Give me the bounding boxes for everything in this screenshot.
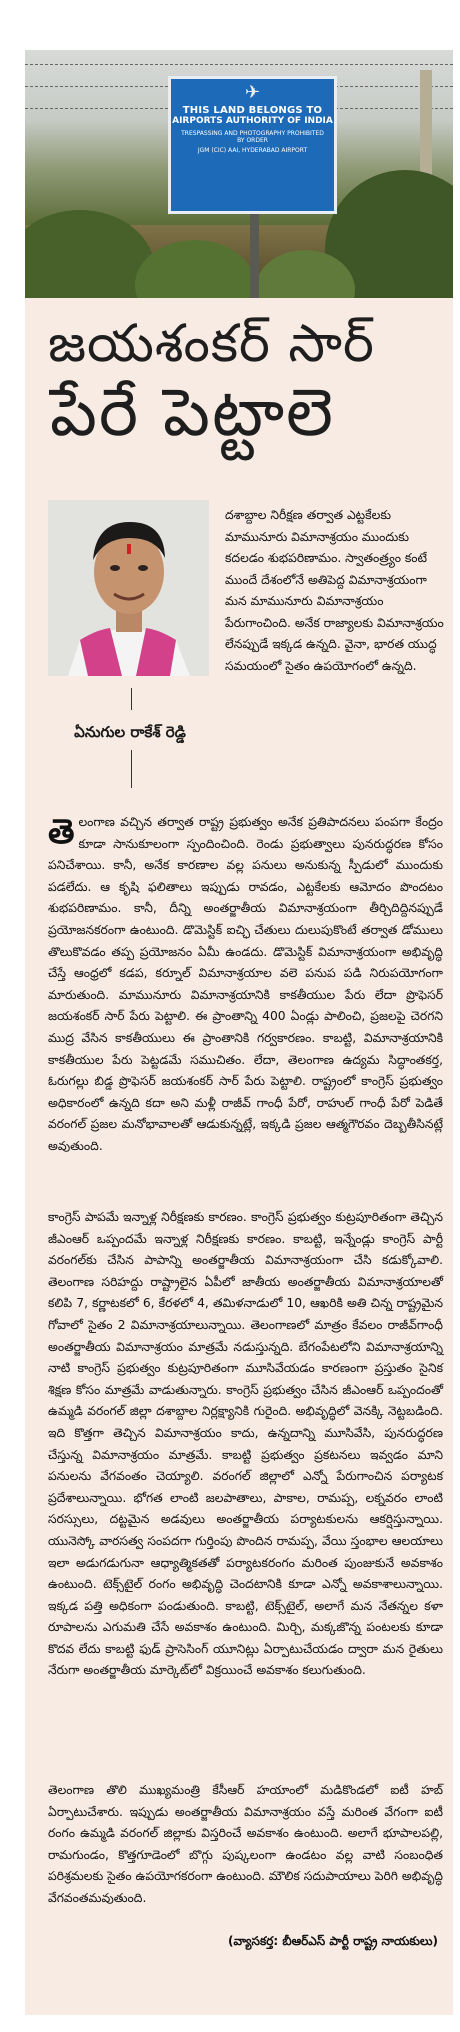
intro-paragraph: దశాబ్దాల నిరీక్షణ తర్వాత ఎట్టకేలకు మామునూరు విమానాశ్రయం ముందుకు కదలడం శుభపరిణామం. స్వాతంత్ర్యం కంటే ముందే దేశంలోనే అతిపెద్ద విమానాశ్రయంగా మన మామునూరు విమానాశ్రయం పేరుగాంచింది. అనేక రాజ్యాలకు విమానాశ్రయం లేనప్పుడే ఇక్కడ ఉన్నది. వైనా, భారత యుద్ధ సమయంలో సైతం ఉపయోగంలో ఉన్నది. [225, 508, 444, 673]
sign-line-3: TRESPASSING AND PHOTOGRAPHY PROHIBITED BY ORDER [181, 130, 324, 144]
author-divider-bottom [131, 750, 132, 788]
author-name: ఏనుగుల రాకేశ్ రెడ్డి [74, 723, 186, 741]
airport-land-photo [25, 50, 453, 298]
sign-line-1: THIS LAND BELONGS TO [182, 105, 323, 116]
article-headline [30, 314, 450, 452]
aai-logo-icon: ✈ [244, 82, 261, 103]
author-photo-image [48, 500, 209, 676]
article-paragraph-2 [48, 1207, 443, 1682]
paragraph-text: కాంగ్రెస్ పాపమే ఇన్నాళ్ల నిరీక్షణకు కారణం. కాంగ్రెస్ ప్రభుత్వం కుట్రపూరితంగా తెచ్చిన జీఎంఆర్ ఒప్పందమే ఇన్నాళ్ల నిరీక్షణకు కారణం. కాబట్టి, ఇన్నేండ్లు కాంగ్రెస్ పార్టీ వరంగల్‌కు చేసిన పాపాన్ని అంతర్జాతీయ విమానాశ్రయంగా చేసి కడుక్కోవాలి. తెలంగాణ సరిహద్దు రాష్ట్రాలైన ఏపీలో జాతీయ అంతర్జాతీయ విమానాశ్రయాలతో కలిపి 7, కర్ణాటకలో 6, కేరళలో 4, తమిళనాడులో 10, ఆఖరికి అతి చిన్న రాష్ట్రమైన గోవాలో సైతం 2 విమానాశ్రయాలున్నాయి. తెలంగాణలో మాత్రం కేవలం రాజీవ్‌గాంధీ అంతర్జాతీయ విమానాశ్రయం మాత్రమే నడుస్తున్నది. బేగంపేటలోని విమానాశ్రయాన్ని నాటి కాంగ్రెస్ ప్రభుత్వం కుట్రపూరితంగా మూసివేయడం కారణంగా ప్రస్తుతం సైనిక శిక్షణ కోసం మాత్రమే వాడుతున్నారు. కాంగ్రెస్ ప్రభుత్వం చేసిన జీఎంఆర్ ఒప్పందంతో ఉమ్మడి వరంగల్ జిల్లా దశాబ్దాల నిర్లక్ష్యానికి గురైంది. అభివృద్ధిలో వెనక్కి నెట్టబడింది. ఇది కొత్తగా తెచ్చిన విమానాశ్రయం కాదు, ఉన్నదాన్ని మూసివేసి, పునరుద్ధరణ చేస్తున్న విమానాశ్రయం మాత్రమే. కాబట్టి ప్రభుత్వం ప్రకటనలు ఇవ్వడం మాని పనులను వేగవంతం చెయ్యాలి. వరంగల్ జిల్లాలో ఎన్నో పేరుగాంచిన పర్యాటక ప్రదేశాలున్నాయి. భోగత లాంటి జలపాతాలు, పాకాల, రామప్ప, లక్నవరం లాంటి సరస్సులు, దట్టమైన అడవులు అంతర్జాతీయ పర్యాటకులను ఆకర్షిస్తున్నాయి. యునెస్కో వారసత్వ సంపదగా గుర్తింపు పొందిన రామప్ప, వేయి స్తంభాల ఆలయాలు ఇలా అడుగడుగునా ఆధ్యాత్మికతతో పర్యాటకరంగం మరింత పుంజుకునే అవకాశం ఉంటుంది. టెక్స్‌టైల్ రంగం అభివృద్ధి చెందటానికి కూడా ఎన్నో అవకాశాలున్నాయి. ఇక్కడ పత్తి అధికంగా పండుతుంది. కాబట్టి, టెక్స్‌టైల్, అలాగే మన నేతన్నల కళా రూపాలను ఎగుమతి చేసే అవకాశం ఉంటుంది. మిర్చి, మక్కజొన్న పంటలకు కూడా కొదవ లేదు కాబట్టి ఫుడ్ ప్రాసెసింగ్ యూనిట్లు ఏర్పాటుచేయడం ద్వారా మన రైతులు నేరుగా అంతర్జాతీయ మార్కెట్‌లో విక్రయించే అవకాశం కలుగుతుంది. [48, 1210, 443, 1678]
author-divider-top [131, 688, 132, 710]
article-paragraph-3 [48, 1780, 443, 1910]
paragraph-text: లంగాణ వచ్చిన తర్వాత రాష్ట్ర ప్రభుత్వం అనేక ప్రతిపాదనలు పంపగా కేంద్రం కూడా సానుకూలంగా స్పందించింది. రెండు ప్రభుత్వాలు పునరుద్ధరణ కోసం పనిచేశాయి. కానీ, అనేక కారణాల వల్ల పనులు అనుకున్న స్పీడులో ముందుకు పడలేదు. ఆ కృషి ఫలితాలు ఇప్పుడు రావడం, ఎట్టకేలకు ఆమోదం పొందటం శుభపరిణామం. కానీ, దీన్ని అంతర్జాతీయ విమానాశ్రయంగా తీర్చిదిద్దినప్పుడే ప్రయోజనకరంగా ఉంటుంది. డొమెస్టిక్ ఐచ్ఛి చేతులు దులుపుకొంటే తర్వాత డోములు తొలుకొవడం తప్ప ప్రయోజనం ఏమీ ఉండదు. డొమెస్టిక్ విమానాశ్రయంగా అభివృద్ధి చేస్తే ఆంధ్రలో కడప, కర్నూల్ విమానాశ్రయాల వలె పనుప పడి నిరుపయోగంగా మారుతుంది. మామునూరు విమానాశ్రయానికి కాకతీయుల పేరు లేదా ప్రొఫెసర్ జయశంకర్ సార్ పేరు పెట్టాలి. ఈ ప్రాంతాన్ని 400 ఏండ్లు పాలించి, ప్రజలపై చెరగని ముద్ర వేసిన కాకతీయులు ఈ ప్రాంతానికి గర్వకారణం. కాబట్టి, విమానాశ్రయానికి కాకతీయుల పేరు పెట్టడమే సముచితం. లేదా, తెలంగాణ ఉద్యమ సిద్ధాంతకర్త, ఓరుగల్లు బిడ్డ ప్రొఫెసర్ జయశంకర్ సార్ పేరు పెట్టాలి. రాష్ట్రంలో కాంగ్రెస్ ప్రభుత్వం అధికారంలో ఉన్నది కదా అని మళ్లీ రాజీవ్ గాంధీ పేరో, రాహుల్ గాంధీ పేరో పెడితే వరంగల్ ప్రజల మనోభావాలతో ఆడుకున్నట్లే, ఇక్కడి ప్రజల ఆత్మగౌరవం దెబ్బతీసినట్లే అవుతుంది. [48, 815, 443, 1153]
drop-cap: తె [48, 812, 75, 852]
article-paragraph-1 [48, 812, 443, 1158]
aai-land-sign [168, 76, 337, 214]
author-portrait [48, 500, 209, 676]
headline-line-2: పేరే పెట్టాలె [50, 374, 335, 451]
sign-line-2: AIRPORTS AUTHORITY OF INDIA [172, 116, 333, 126]
barbed-wire [25, 64, 453, 65]
headline-line-1: జయశంకర్ సార్ [48, 314, 375, 374]
sign-line-4: JGM (CIC) AAI, HYDERABAD AIRPORT [197, 147, 308, 154]
author-signature: (వ్యాసకర్త: బీఆర్ఎస్ పార్టీ రాష్ట్ర నాయకులు) [227, 1934, 438, 1948]
sign-post [250, 200, 259, 298]
paragraph-text: తెలంగాణ తొలి ముఖ్యమంత్రి కేసీఆర్ హయాంలో మడికొండలో ఐటీ హబ్ ఏర్పాటుచేశారు. ఇప్పుడు అంతర్జాతీయ విమానాశ్రయం వస్తే మరింత వేగంగా ఐటీ రంగం ఉమ్మడి వరంగల్ జిల్లాకు విస్తరించే అవకాశం ఉంటుంది. అలాగే భూపాలపల్లి, రామగుండం, కొత్తగూడెంలో బొగ్గు పుష్కలంగా ఉండటం వల్ల వాటి సంబంధిత పరిశ్రమలకు సైతం ఉపయోగకరంగా ఉంటుంది. మౌలిక సదుపాయాలు పెరిగి అభివృద్ధి వేగవంతమవుతుంది. [48, 1783, 443, 1905]
